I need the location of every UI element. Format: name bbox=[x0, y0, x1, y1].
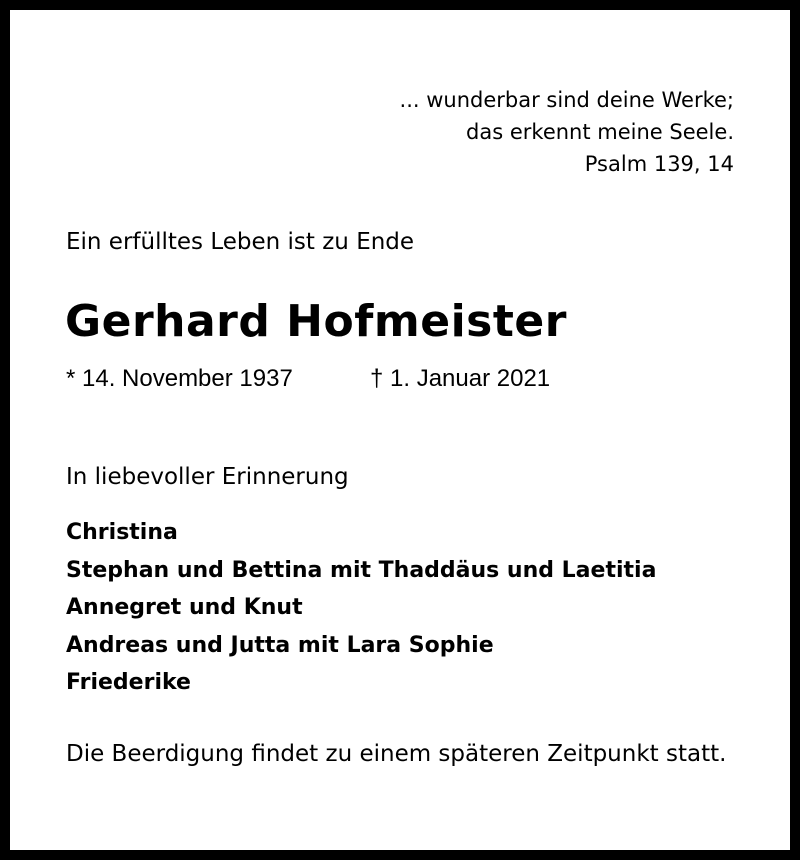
deceased-name: Gerhard Hofmeister bbox=[65, 296, 567, 347]
mourners-list bbox=[66, 514, 656, 702]
bible-verse bbox=[400, 84, 734, 180]
intro-text: Ein erfülltes Leben ist zu Ende bbox=[66, 229, 415, 255]
mourner-name: Annegret und Knut bbox=[66, 595, 303, 620]
mourner-name: Stephan und Bettina mit Thaddäus und Laetitia bbox=[66, 557, 657, 583]
memory-text: In liebevoller Erinnerung bbox=[66, 464, 349, 490]
mourner-name: Christina bbox=[66, 520, 178, 545]
verse-line: das erkennt meine Seele. bbox=[466, 120, 734, 144]
funeral-notice: Die Beerdigung findet zu einem späteren Zeitpunkt statt. bbox=[66, 741, 727, 767]
verse-reference: Psalm 139, 14 bbox=[584, 152, 734, 176]
mourner-name: Andreas und Jutta mit Lara Sophie bbox=[66, 632, 494, 658]
mourner-name: Friederike bbox=[66, 670, 191, 695]
death-date: † 1. Januar 2021 bbox=[370, 365, 551, 392]
verse-line: ... wunderbar sind deine Werke; bbox=[399, 88, 734, 112]
birth-date: * 14. November 1937 bbox=[66, 365, 293, 392]
